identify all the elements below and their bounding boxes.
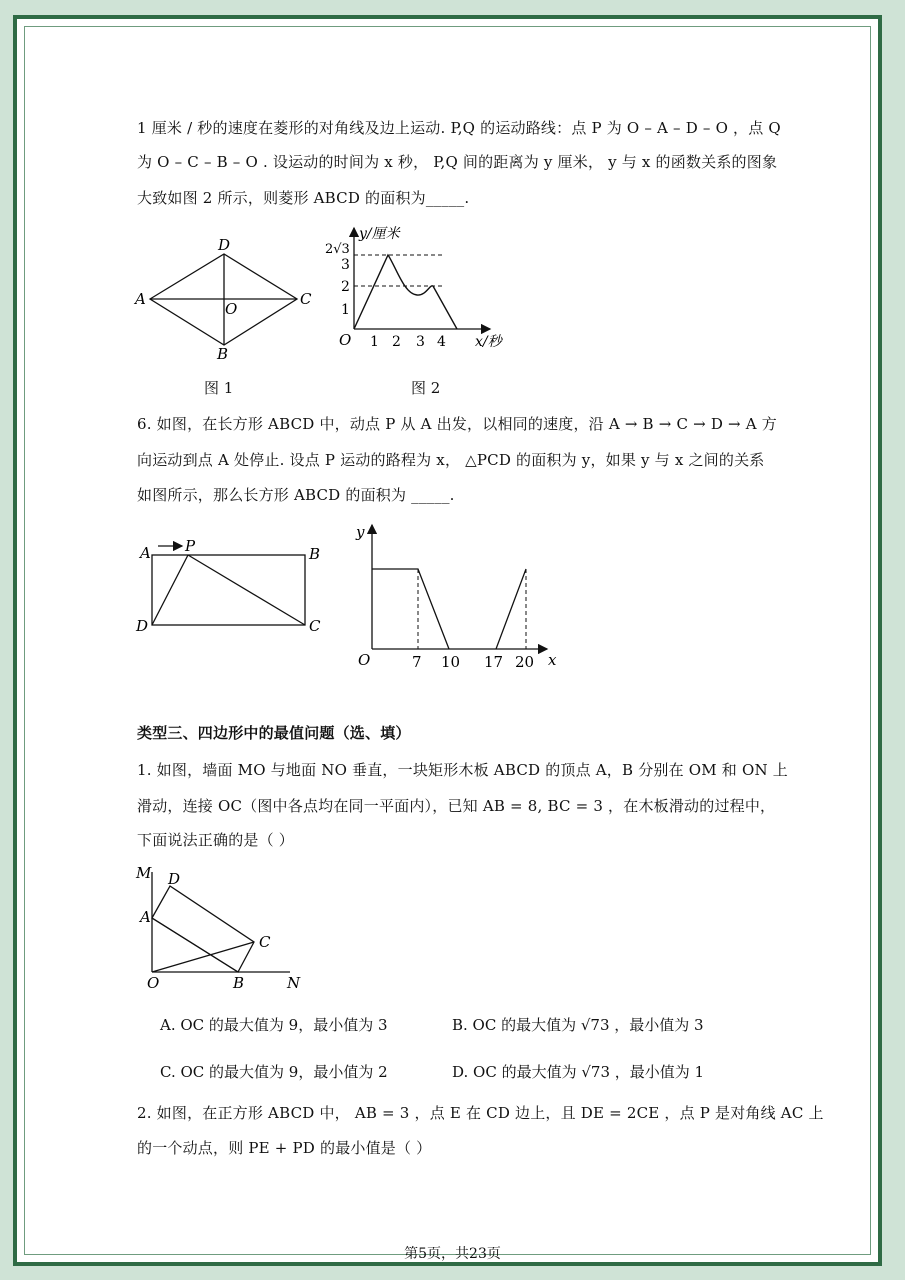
- graph2-xtick-1: 1: [370, 334, 379, 350]
- graph2-xtick-3: 3: [416, 334, 425, 350]
- wall-label-M: M: [136, 864, 152, 882]
- problem5-line2: 为 O – C – B – O . 设运动的时间为 x 秒， P,Q 间的距离为 y 厘米， y 与 x 的函数关系的图象: [137, 153, 778, 171]
- option-b[interactable]: B. OC 的最大值为 √73 ，最小值为 3: [452, 1016, 704, 1034]
- figure-wall-board: [130, 860, 310, 995]
- graph2-ytick-2: 2: [341, 279, 350, 295]
- page-footer: 第5页，共23页: [404, 1246, 501, 1262]
- figure-graph-6: [350, 515, 565, 675]
- s3q1-line2: 滑动，连接 OC（图中各点均在同一平面内），已知 AB = 8, BC = 3 ，在木板滑动的过程中，: [137, 797, 776, 815]
- section3-heading: 类型三、四边形中的最值问题（选、填）: [137, 724, 411, 742]
- figure-rectangle: [130, 535, 330, 640]
- graph6-origin: O: [358, 651, 371, 669]
- label-D: D: [218, 236, 231, 254]
- label-C: C: [300, 290, 312, 308]
- graph6-xtick-20: 20: [515, 653, 535, 671]
- wall-label-O: O: [147, 974, 160, 992]
- figure-rhombus: [130, 232, 320, 362]
- problem6-line2: 向运动到点 A 处停止. 设点 P 运动的路程为 x， △PCD 的面积为 y，如果 y 与 x 之间的关系: [137, 451, 765, 469]
- s3q2-line2: 的一个动点，则 PE + PD 的最小值是（ ）: [137, 1139, 432, 1157]
- graph6-ylabel: y: [356, 523, 365, 541]
- graph2-ylabel: y/厘米: [359, 226, 400, 242]
- figure-graph-2: [320, 222, 520, 354]
- graph2-xlabel: x/秒: [475, 334, 502, 350]
- rect-label-A: A: [140, 544, 151, 562]
- problem6-line1: 6. 如图，在长方形 ABCD 中，动点 P 从 A 出发，以相同的速度，沿 A → B → C → D → A 方: [137, 415, 777, 433]
- option-c[interactable]: C. OC 的最大值为 9，最小值为 2: [160, 1063, 388, 1081]
- graph2-xtick-4: 4: [437, 334, 446, 350]
- wall-label-D: D: [168, 870, 181, 888]
- graph2-origin: O: [339, 331, 352, 349]
- graph2-xtick-2: 2: [392, 334, 401, 350]
- figure1-caption: 图 1: [204, 379, 234, 397]
- graph6-xtick-17: 17: [484, 653, 504, 671]
- wall-label-B: B: [233, 974, 245, 992]
- rect-label-P: P: [185, 537, 196, 555]
- wall-label-C: C: [259, 933, 271, 951]
- option-d[interactable]: D. OC 的最大值为 √73 ，最小值为 1: [452, 1063, 705, 1081]
- wall-label-N: N: [287, 974, 301, 992]
- graph6-xtick-10: 10: [441, 653, 461, 671]
- problem5-line3: 大致如图 2 所示，则菱形 ABCD 的面积为_____.: [137, 189, 470, 207]
- rect-label-C: C: [309, 617, 321, 635]
- rect-label-D: D: [136, 617, 149, 635]
- graph2-ytick-3: 3: [341, 257, 350, 273]
- graph2-ytick-2sqrt3: 2√3: [325, 242, 350, 257]
- s3q2-line1: 2. 如图，在正方形 ABCD 中， AB = 3 ，点 E 在 CD 边上，且 DE = 2CE ，点 P 是对角线 AC 上: [137, 1104, 824, 1122]
- problem6-line3: 如图所示，那么长方形 ABCD 的面积为 _____.: [137, 486, 455, 504]
- graph6-xtick-7: 7: [412, 653, 422, 671]
- problem5-line1: 1 厘米 / 秒的速度在菱形的对角线及边上运动. P,Q 的运动路线：点 P 为 O – A – D – O ，点 Q: [137, 119, 781, 137]
- option-a[interactable]: A. OC 的最大值为 9，最小值为 3: [160, 1016, 388, 1034]
- rect-label-B: B: [309, 545, 321, 563]
- graph2-ytick-1: 1: [341, 302, 350, 318]
- label-A: A: [135, 290, 146, 308]
- figure2-caption: 图 2: [411, 379, 441, 397]
- s3q1-line1: 1. 如图，墙面 MO 与地面 NO 垂直，一块矩形木板 ABCD 的顶点 A，B 分别在 OM 和 ON 上: [137, 761, 788, 779]
- label-B: B: [217, 345, 229, 362]
- wall-label-A: A: [140, 908, 151, 926]
- graph6-xlabel: x: [548, 651, 557, 669]
- label-O: O: [225, 300, 238, 318]
- s3q1-line3: 下面说法正确的是（ ）: [137, 831, 294, 849]
